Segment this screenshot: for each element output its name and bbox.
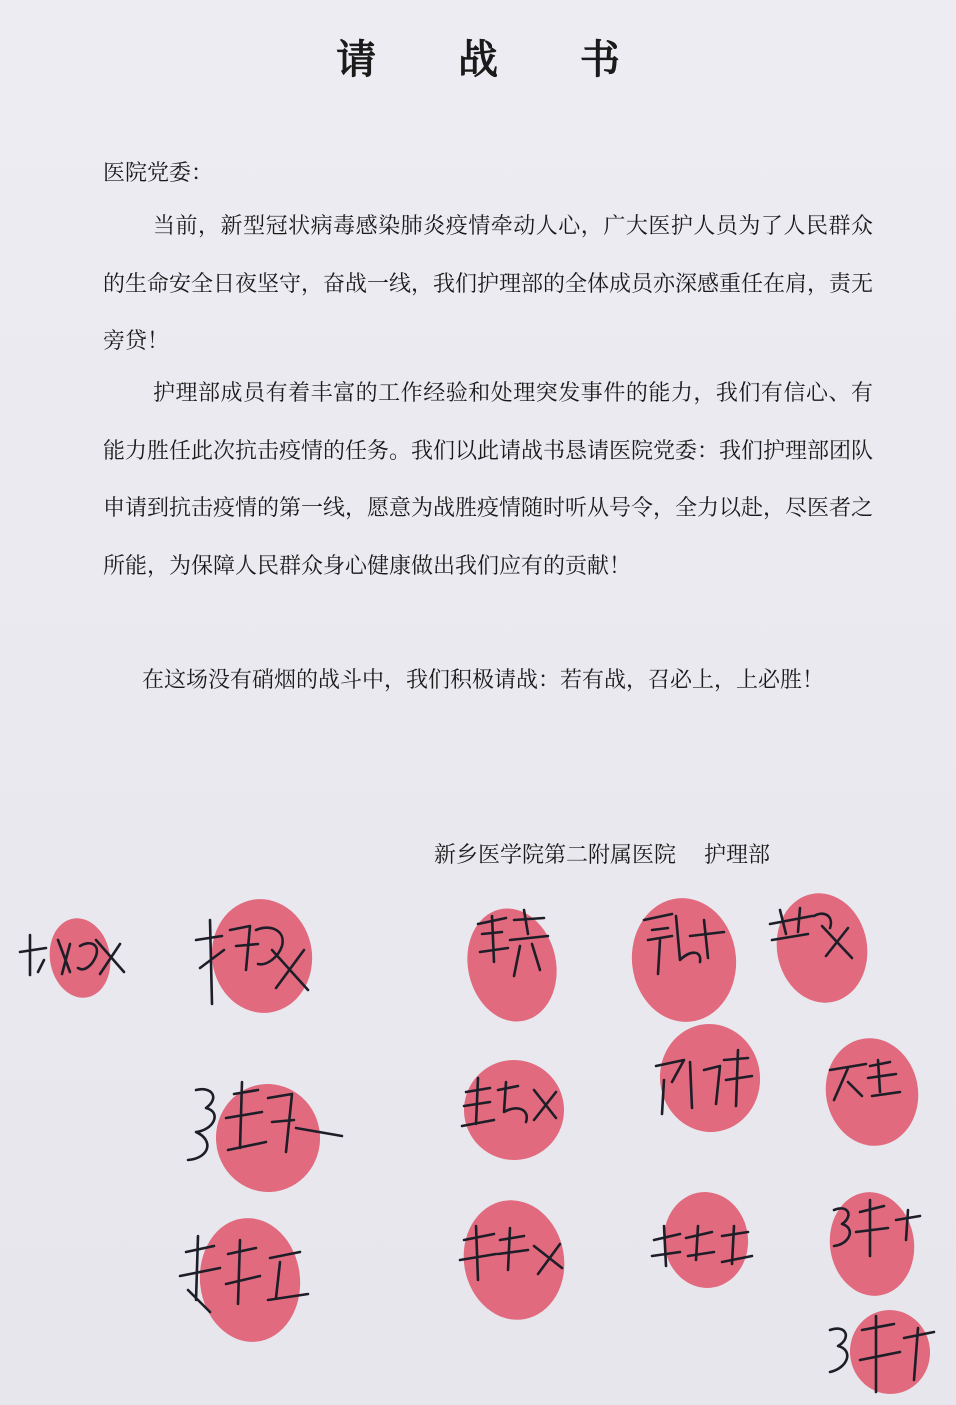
signature-11	[454, 1192, 573, 1328]
signature-6	[188, 1081, 342, 1196]
signature-3	[457, 900, 567, 1030]
signature-14	[830, 1306, 934, 1398]
signature-13	[823, 1187, 921, 1302]
signature-5	[768, 886, 876, 1010]
signature-2	[196, 893, 319, 1020]
signature-10	[180, 1213, 308, 1347]
organization-signature-line: 新乡医学院第二附属医院 护理部	[434, 843, 770, 868]
signature-7	[458, 1054, 571, 1167]
signature-8	[655, 1019, 766, 1137]
paragraph-1: 当前，新型冠状病毒感染肺炎疫情牵动人心，广大医护人员为了人民群众的生命安全日夜坚守，奋战一线，我们护理部的全体成员亦深感重任在肩，责无旁贷！	[103, 214, 874, 355]
paragraph-2: 护理部成员有着丰富的工作经验和处理突发事件的能力，我们有信心、有能力胜任此次抗击疫情的任务。我们以此请战书恳请医院党委：我们护理部团队申请到抗击疫情的第一线，愿意为战胜疫情随时听从号令，全力以赴，尽医者之所能，为保障人民群众身心健康做出我们应有的贡献！	[103, 381, 874, 579]
document-title: 请 战 书	[336, 36, 654, 83]
salutation: 医院党委：	[103, 161, 214, 186]
signature-4	[626, 893, 742, 1027]
signature-1	[20, 913, 124, 1002]
signature-12	[652, 1188, 753, 1292]
signature-9	[817, 1031, 926, 1153]
paragraph-3: 在这场没有硝烟的战斗中，我们积极请战：若有战，召必上，上必胜！	[142, 668, 825, 693]
